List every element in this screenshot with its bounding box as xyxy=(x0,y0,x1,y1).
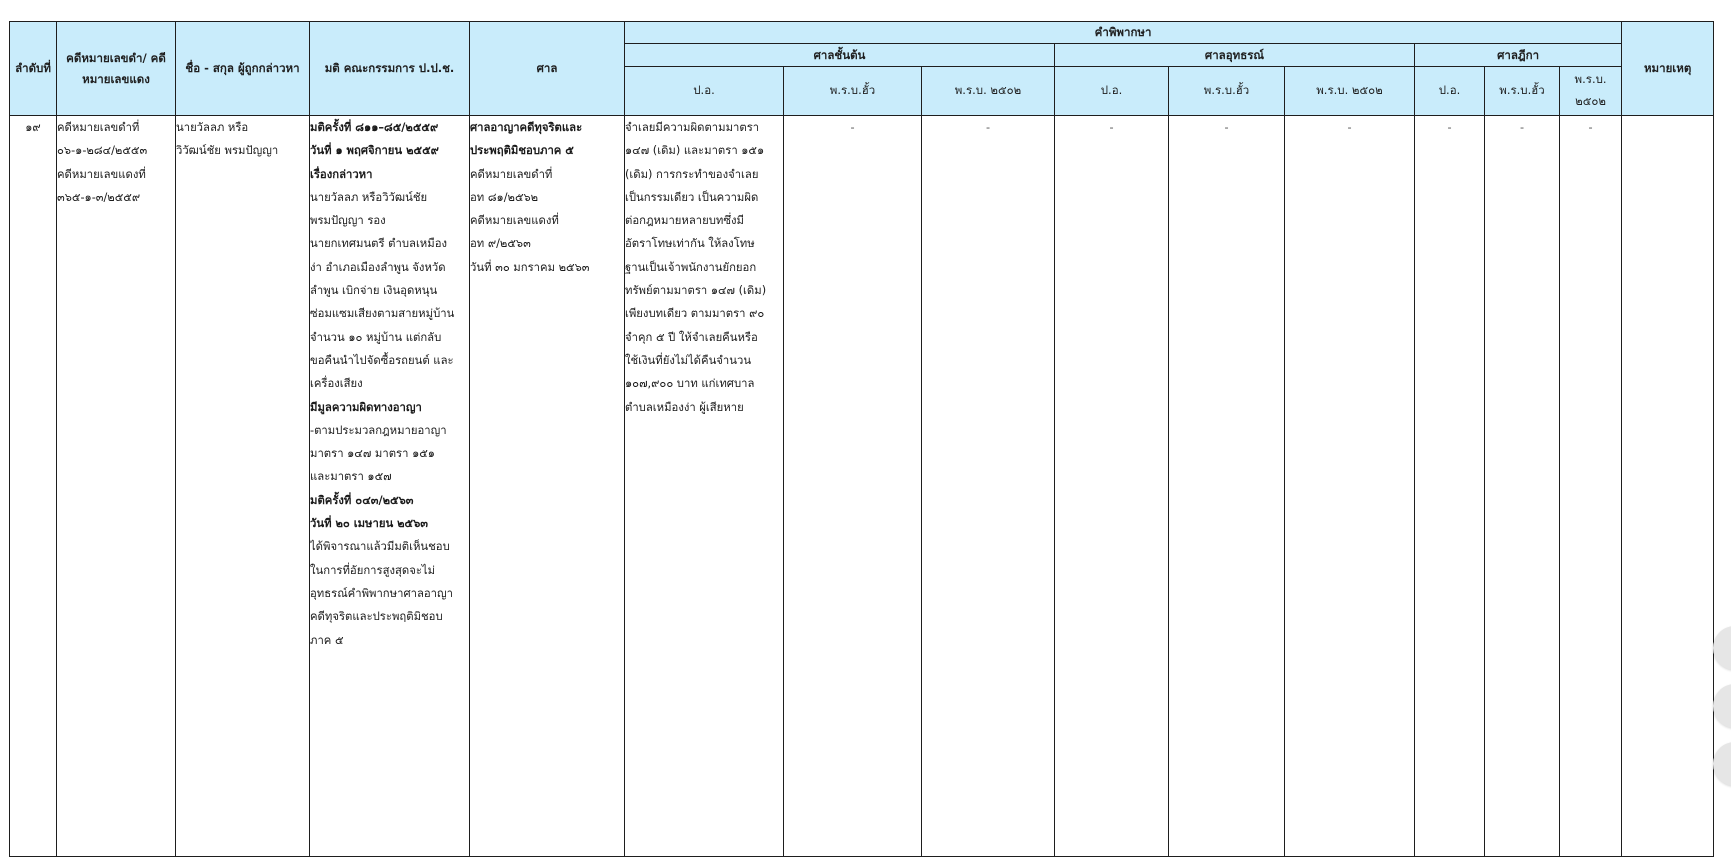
text-line: ทรัพย์ตามมาตรา ๑๔๗ (เดิม) xyxy=(625,284,767,298)
case-table xyxy=(9,21,1714,857)
text-line: คดีทุจริตและประพฤติมิชอบ xyxy=(310,610,443,624)
cell-case-number xyxy=(57,116,176,857)
cell-judgment-supreme-act-2502 xyxy=(1560,116,1622,857)
text-line: มติครั้งที่ ๘๑๑–๘๕/๒๕๕๙ xyxy=(310,121,439,134)
cell-judgment-supreme-criminal xyxy=(1415,116,1485,857)
text-line: นายวัลลภ หรือ xyxy=(176,121,249,134)
cell-remarks xyxy=(1622,116,1714,857)
cell-defendant xyxy=(176,116,310,857)
header-appeal-act-2502: พ.ร.บ. ๒๕๐๒ xyxy=(1285,67,1415,116)
text-line: คดีหมายเลขแดงที่ xyxy=(470,214,559,228)
text-line: มีมูลความผิดทางอาญา xyxy=(310,400,422,414)
text-line: วันที่ ๑ พฤศจิกายน ๒๕๕๙ xyxy=(310,144,439,158)
text-line: ๓๖๕-๑-๓/๒๕๕๙ xyxy=(57,190,141,204)
text-line: เป็นกรรมเดียว เป็นความผิด xyxy=(625,190,759,204)
text-line: จำเลยมีความผิดตามมาตรา xyxy=(625,121,760,134)
text-line: -ตามประมวลกฎหมายอาญา xyxy=(310,423,447,437)
text-line: เครื่องเสียง xyxy=(310,377,363,391)
text-line: ในการที่อัยการสูงสุดจะไม่ xyxy=(310,563,436,577)
header-court: ศาล xyxy=(470,22,625,116)
text-line: ศาลอาญาคดีทุจริตและ xyxy=(470,121,583,134)
text-line: จำคุก ๕ ปี ให้จำเลยคืนหรือ xyxy=(625,330,758,344)
text-line: วิวัฒน์ชัย พรมปัญญา xyxy=(176,144,279,158)
header-court-first-instance: ศาลชั้นต้น xyxy=(625,44,1055,67)
header-supreme-act-2502: พ.ร.บ. ๒๕๐๒ xyxy=(1560,67,1622,116)
header-appeal-criminal-code: ป.อ. xyxy=(1055,67,1169,116)
text-line: มาตรา ๑๔๗ มาตรา ๑๕๑ xyxy=(310,447,435,461)
text-line: ๑๐๗,๙๐๐ บาท แก่เทศบาล xyxy=(625,377,755,391)
text-line: ๑๔๗ (เดิม) และมาตรา ๑๕๑ xyxy=(625,144,765,158)
header-remarks: หมายเหตุ xyxy=(1622,22,1714,116)
text-line: มติครั้งที่ ๐๔๓/๒๕๖๓ xyxy=(310,493,414,507)
header-case-number: คดีหมายเลขดำ/ คดีหมายเลขแดง xyxy=(57,22,176,116)
cell-judgment-first-act-2502 xyxy=(922,116,1055,857)
text-line: อท ๘๑/๒๕๖๒ xyxy=(470,190,539,204)
dash: - xyxy=(985,121,991,134)
header-supreme-criminal-code: ป.อ. xyxy=(1415,67,1485,116)
header-judgment: คำพิพากษา xyxy=(625,22,1622,44)
cell-judgment-first-criminal xyxy=(625,116,784,857)
header-resolution: มติ คณะกรรมการ ป.ป.ช. xyxy=(310,22,470,116)
cell-order: ๑๙ xyxy=(10,116,57,857)
text-line: พรมปัญญา รอง xyxy=(310,214,386,228)
text-line: ขอคืนนำไปจัดซื้อรถยนต์ และ xyxy=(310,353,454,367)
text-line: คดีหมายเลขแดงที่ xyxy=(57,167,146,181)
dash: - xyxy=(1109,121,1114,134)
floating-action-button[interactable] xyxy=(1713,742,1731,786)
header-first-act-2502: พ.ร.บ. ๒๕๐๒ xyxy=(922,67,1055,116)
text-line: ได้พิจารณาแล้วมีมติเห็นชอบ xyxy=(310,540,450,554)
text-line: ฐานเป็นเจ้าพนักงานยักยอก xyxy=(625,260,757,274)
text-line: เรื่องกล่าวหา xyxy=(310,167,373,181)
text-line: ลำพูน เบิกจ่าย เงินอุดหนุน xyxy=(310,284,438,298)
text-line: จำนวน ๑๐ หมู่บ้าน แต่กลับ xyxy=(310,330,442,344)
header-defendant: ชื่อ - สกุล ผู้ถูกกล่าวหา xyxy=(176,22,310,116)
cell-judgment-appeal-criminal xyxy=(1055,116,1169,857)
text-line: อท ๙/๒๕๖๓ xyxy=(470,237,531,251)
text-line: วันที่ ๓๐ มกราคม ๒๕๖๓ xyxy=(470,260,590,274)
header-court-appeal: ศาลอุทธรณ์ xyxy=(1055,44,1415,67)
dash: - xyxy=(1224,121,1229,134)
cell-judgment-first-act-bid xyxy=(784,116,922,857)
floating-action-button[interactable] xyxy=(1713,684,1731,728)
text-line: ต่อกฎหมายหลายบทซึ่งมี xyxy=(625,214,744,228)
cell-judgment-supreme-act-bid xyxy=(1485,116,1560,857)
dash: - xyxy=(1519,121,1525,134)
text-line: ประพฤติมิชอบภาค ๕ xyxy=(470,144,574,158)
text-line: อัตราโทษเท่ากัน ให้ลงโทษ xyxy=(625,237,755,251)
header-supreme-act-bid: พ.ร.บ.ฮั้ว xyxy=(1485,67,1560,116)
header-appeal-act-bid: พ.ร.บ.ฮั้ว xyxy=(1169,67,1285,116)
text-line: และมาตรา ๑๕๗ xyxy=(310,470,392,484)
text-line: ตำบลเหมืองง่า ผู้เสียหาย xyxy=(625,400,744,414)
table-row xyxy=(10,116,1714,857)
header-court-supreme: ศาลฎีกา xyxy=(1415,44,1622,67)
text-line: ๐๖-๑-๒๘๔/๒๕๕๓ xyxy=(57,144,148,158)
text-line: ใช้เงินที่ยังไม่ได้คืนจำนวน xyxy=(625,353,752,367)
header-first-act-bid: พ.ร.บ.ฮั้ว xyxy=(784,67,922,116)
cell-judgment-appeal-act-2502 xyxy=(1285,116,1415,857)
text-line: เพียงบทเดียว ตามมาตรา ๙๐ xyxy=(625,307,765,321)
cell-judgment-appeal-act-bid xyxy=(1169,116,1285,857)
text-line: อุทธรณ์คำพิพากษาศาลอาญา xyxy=(310,586,453,600)
dash: - xyxy=(1588,121,1593,134)
text-line: วันที่ ๒๐ เมษายน ๒๕๖๓ xyxy=(310,517,428,531)
text-line: คดีหมายเลขดำที่ xyxy=(57,121,140,134)
header-order: ลำดับที่ xyxy=(10,22,57,116)
cell-court xyxy=(470,116,625,857)
header-first-criminal-code: ป.อ. xyxy=(625,67,784,116)
cell-resolution xyxy=(310,116,470,857)
text-line: ง่า อำเภอเมืองลำพูน จังหวัด xyxy=(310,260,446,274)
text-line: นายวัลลภ หรือวิวัฒน์ชัย xyxy=(310,190,428,204)
text-line: ซ่อมแซมเสียงตามสายหมู่บ้าน xyxy=(310,307,455,321)
text-line: ภาค ๕ xyxy=(310,633,344,647)
text-line: นายกเทศมนตรี ตำบลเหมือง xyxy=(310,237,447,251)
text-line: คดีหมายเลขดำที่ xyxy=(470,167,553,181)
floating-action-button[interactable] xyxy=(1713,626,1731,670)
dash: - xyxy=(1347,121,1352,134)
text-line: (เดิม) การกระทำของจำเลย xyxy=(625,167,759,181)
dash: - xyxy=(850,121,855,134)
dash: - xyxy=(1447,121,1452,134)
